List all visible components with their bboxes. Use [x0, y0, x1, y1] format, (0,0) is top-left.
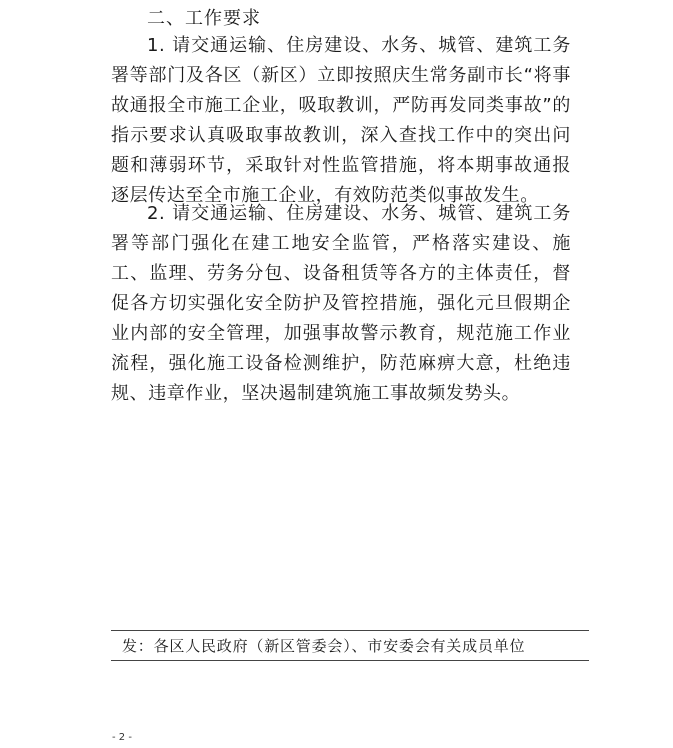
requirement-paragraph-2: 2. 请交通运输、住房建设、水务、城管、建筑工务署等部门强化在建工地安全监管，严格落实建设、施工、监理、劳务分包、设备租赁等各方的主体责任，督促各方切实强化安全防护及管控措施，强化元旦假期企业内部的安全管理，加强事故警示教育，规范施工作业流程，强化施工设备检测维护，防范麻痹大意，杜绝违规、违章作业，坚决遏制建筑施工事故频发势头。	[111, 203, 571, 404]
page-number: - 2 -	[112, 732, 132, 743]
distribution-line: 发：各区人民政府（新区管委会）、市安委会有关成员单位	[122, 637, 526, 655]
distribution-bottom-rule	[111, 660, 589, 661]
section-heading: 二、工作要求	[147, 8, 261, 29]
requirement-paragraph-1: 1. 请交通运输、住房建设、水务、城管、建筑工务署等部门及各区（新区）立即按照庆生常务副市长“将事故通报全市施工企业，吸取教训，严防再发同类事故”的指示要求认真吸取事故教训，深入查找工作中的突出问题和薄弱环节，采取针对性监管措施，将本期事故通报逐层传达至全市施工企业，有效防范类似事故发生。	[111, 35, 571, 206]
distribution-top-rule	[111, 630, 589, 631]
